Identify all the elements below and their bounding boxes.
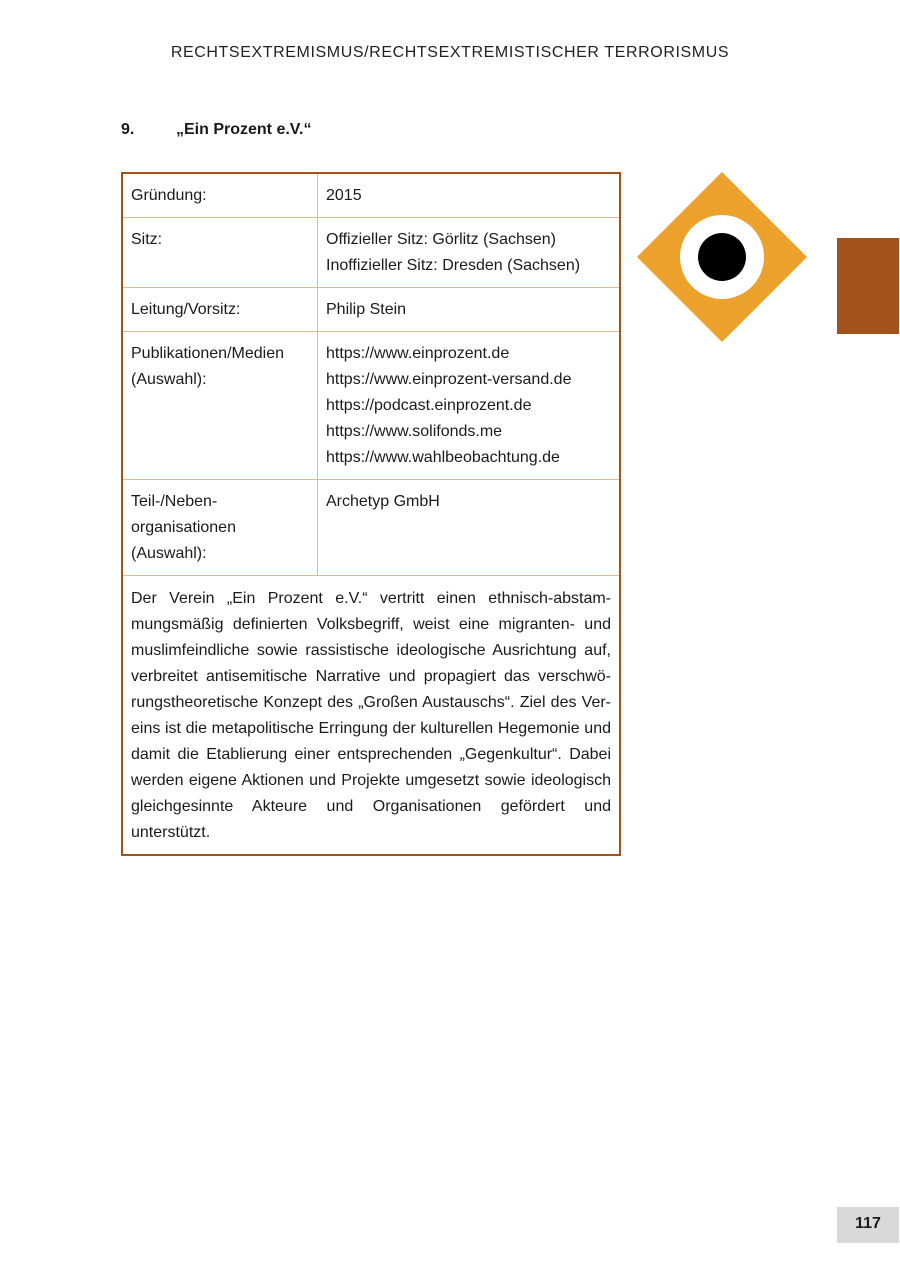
publication-url: https://www.wahlbeobachtung.de — [326, 449, 560, 466]
organisation-description: Der Verein „Ein Prozent e.V.“ vertritt einen ethnisch-abstammungsmäßig definierten Volksbegriff, weist eine migranten- und muslimfeindliche sowie rassistische ideologische Ausrichtung auf, verbreitet antisemitische Narrative und propagiert das verschwörungstheoretische Konzept des „Großen Austauschs“. Ziel des Vereins ist die metapolitische Erringung der kulturellen Hegemonie und damit die Etablierung einer entsprechenden „Gegenkultur“. Dabei werden eigene Aktionen und Projekte umgesetzt sowie ideologisch gleichgesinnte Akteure und Organisationen gefördert und unterstützt. — [122, 576, 620, 856]
publication-url: https://www.einprozent-versand.de — [326, 371, 572, 388]
publications-value — [318, 332, 621, 480]
sub-organisations-label — [122, 480, 318, 576]
table-row-sub-organisations — [122, 480, 620, 576]
sub-organisations-label-line: organisationen — [131, 519, 236, 536]
founding-label: Gründung: — [122, 173, 318, 218]
table-row-seat — [122, 218, 620, 288]
publication-url: https://www.solifonds.me — [326, 423, 503, 440]
seat-unofficial: Inoffizieller Sitz: Dresden (Sachsen) — [326, 257, 581, 274]
section-title: „Ein Prozent e.V.“ — [176, 121, 312, 138]
sub-organisations-value: Archetyp GmbH — [318, 480, 621, 576]
ein-prozent-logo-icon — [637, 172, 807, 342]
organisation-profile-table — [121, 172, 621, 856]
publication-url: https://www.einprozent.de — [326, 345, 510, 362]
sub-organisations-label-line: (Auswahl): — [131, 545, 207, 562]
publications-label — [122, 332, 318, 480]
table-row-founding — [122, 173, 620, 218]
sub-organisations-label-line: Teil-/Neben- — [131, 493, 218, 510]
section-heading — [121, 121, 311, 139]
founding-value: 2015 — [318, 173, 621, 218]
table-row-publications — [122, 332, 620, 480]
running-header: RECHTSEXTREMISMUS/RECHTSEXTREMISTISCHER TERRORISMUS — [170, 44, 730, 61]
logo-dot — [698, 233, 746, 281]
table-row-description — [122, 576, 620, 856]
publication-url: https://podcast.einprozent.de — [326, 397, 532, 414]
leadership-label: Leitung/Vorsitz: — [122, 288, 318, 332]
leadership-value: Philip Stein — [318, 288, 621, 332]
seat-official: Offizieller Sitz: Görlitz (Sachsen) — [326, 231, 556, 248]
table-row-leadership — [122, 288, 620, 332]
seat-value — [318, 218, 621, 288]
publications-label-line: (Auswahl): — [131, 371, 207, 388]
section-number: 9. — [121, 121, 135, 138]
chapter-side-tab — [837, 238, 899, 334]
publications-label-line: Publikationen/Medien — [131, 345, 284, 362]
page-number: 117 — [837, 1207, 899, 1243]
seat-label: Sitz: — [122, 218, 318, 288]
